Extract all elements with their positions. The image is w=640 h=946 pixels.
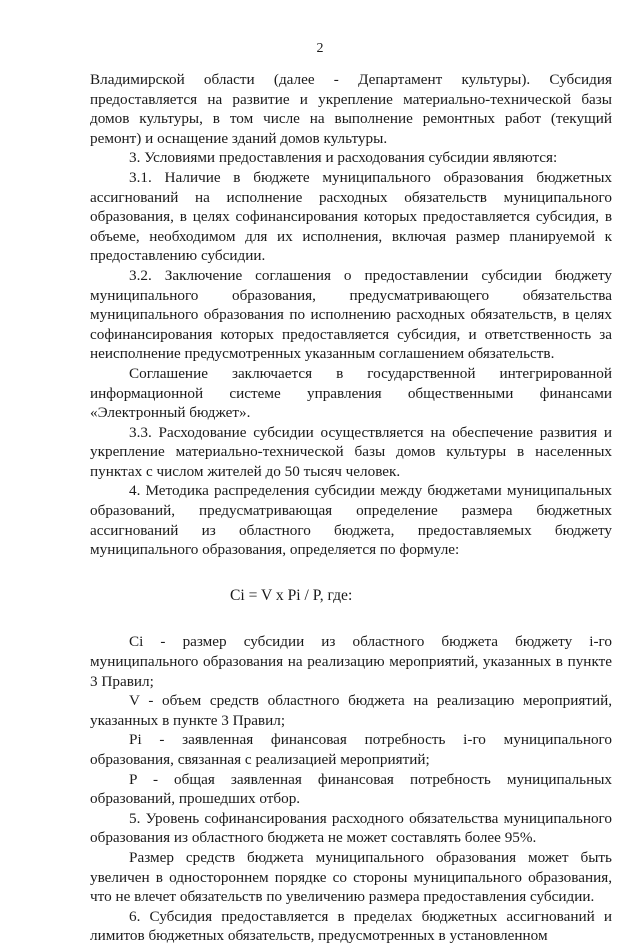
paragraph-agreement: Соглашение заключается в государственной интегрированной информационной системе управления общественными финансами «Электронный бюджет». — [90, 364, 612, 422]
paragraph-section-3-1: 3.1. Наличие в бюджете муниципального образования бюджетных ассигнований на исполнение расходных обязательств муниципального образования, в целях софинансирования которых предоставляется субсидия, в объеме, необходимом для их исполнения, включая размер планируемой к предоставлению субсидии. — [90, 168, 612, 265]
paragraph-section-6: 6. Субсидия предоставляется в пределах бюджетных ассигнований и лимитов бюджетных обязательств, предусмотренных в установленном — [90, 907, 612, 945]
paragraph-section-3-2: 3.2. Заключение соглашения о предоставлении субсидии бюджету муниципального образования, предусматривающего обязательства муниципального образования по исполнению расходных обязательств, в целях софинансирования которых предоставляется субсидия, и ответственность за неисполнение предусмотренных указанным соглашением обязательств. — [90, 266, 612, 363]
page-number: 2 — [316, 41, 324, 56]
definition-p: P - общая заявленная финансовая потребность муниципальных образований, прошедших отбор. — [90, 770, 612, 808]
paragraph-budget-increase: Размер средств бюджета муниципального образования может быть увеличен в одностороннем порядке со стороны муниципального образования, что не влечет обязательств по увеличению размера предоставления субсидии. — [90, 848, 612, 906]
paragraph-continuation: Владимирской области (далее - Департамент культуры). Субсидия предоставляется на развитие и укрепление материально-технической базы домов культуры, в том числе на выполнение ремонтных работ (текущий ремонт) и оснащение зданий домов культуры. — [90, 71, 612, 147]
definition-pi: Pi - заявленная финансовая потребность i-го муниципального образования, связанная с реализацией мероприятий; — [90, 731, 612, 768]
paragraph-section-4: 4. Методика распределения субсидии между бюджетами муниципальных образований, предусматривающая определение размера бюджетных ассигнований из областного бюджета, предоставляемых бюджету муниципального образования, определяется по формуле: — [90, 482, 612, 559]
paragraph-section-3: 3. Условиями предоставления и расходования субсидии являются: — [129, 149, 558, 167]
definition-v: V - объем средств областного бюджета на реализацию мероприятий, указанных в пункте 3 Правил; — [90, 692, 612, 729]
document-body — [90, 70, 612, 946]
formula: Ci = V x Pi / P, где: — [230, 586, 353, 604]
paragraph-section-5: 5. Уровень софинансирования расходного обязательства муниципального образования из областного бюджета не может составлять более 95%. — [90, 809, 612, 847]
paragraph-section-3-3: 3.3. Расходование субсидии осуществляется на обеспечение развития и укрепление материально-технической базы домов культуры в населенных пунктах с числом жителей до 50 тысяч человек. — [90, 423, 612, 480]
definition-ci: Ci - размер субсидии из областного бюджета бюджету i-го муниципального образования на реализацию мероприятий, указанных в пункте 3 Правил; — [90, 633, 612, 690]
